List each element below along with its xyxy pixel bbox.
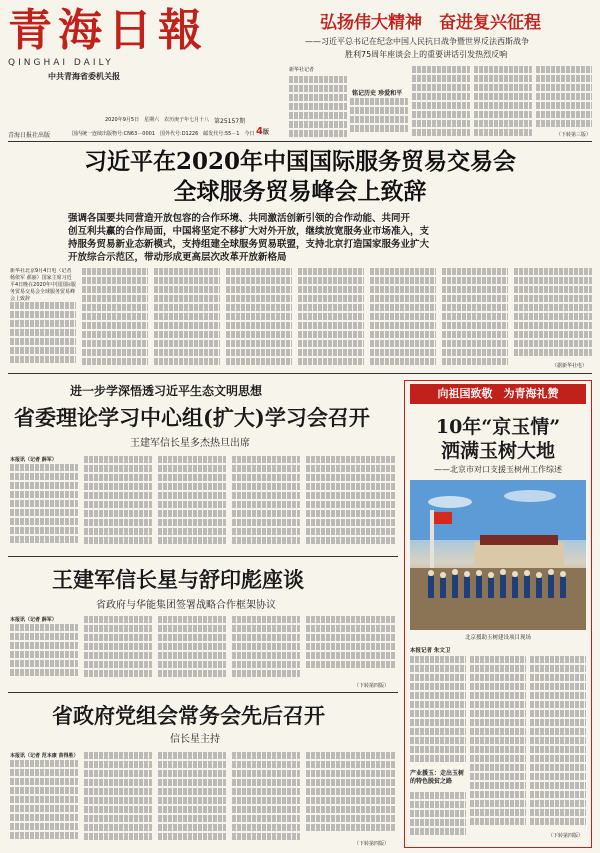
top-feature-body-5 <box>536 66 592 128</box>
feature-title-2: 洒满玉树大地 <box>440 440 555 462</box>
story2-col-2 <box>84 456 152 552</box>
top-feature-source: 新华社记者 <box>289 67 315 73</box>
story3-jump: （下转第四版） <box>354 683 390 689</box>
feature-bottom-title: 产业援玉：走出玉树的特色脱贫之路 <box>410 770 465 785</box>
story2-col-4 <box>232 456 300 552</box>
story2-col-1 <box>10 464 78 552</box>
masthead <box>8 6 218 126</box>
lead-headline-1: 习近平在2020年中国国际服务贸易交易会 <box>83 148 516 175</box>
story3-byline: 本报讯（记者 薛军） <box>10 617 57 623</box>
feature-banner <box>410 384 586 404</box>
lead-headline-2: 全球服务贸易峰会上致辞 <box>173 178 427 205</box>
lead-deck-line-2: 创互利共赢的合作局面，中国将坚定不移扩大对外开放，继续放宽服务业市场准入，支 <box>68 226 430 237</box>
story4-byline: 本报讯（记者 范本康 苗得胜） <box>10 753 79 759</box>
top-feature-body-3 <box>412 66 470 138</box>
story2-col-3 <box>158 456 226 552</box>
lead-dateline: 新华社北京9月4日电（记者 杨依军 郝丽）国家主席习近平4日晚在2020年中国国际服务贸易交易会全球服务贸易峰会上致辞 <box>10 268 76 302</box>
feature-subtitle: ——北京市对口支援玉树州工作综述 <box>434 465 562 474</box>
page-count-unit: 版 <box>262 129 269 136</box>
organ-label: 中共青海省委机关报 <box>48 72 120 81</box>
feature-banner-text: 向祖国致敬 为青海礼赞 <box>437 387 559 400</box>
feature-col-1 <box>410 656 466 766</box>
story4-col-1 <box>10 760 78 846</box>
story3-subtitle: 省政府与华能集团签署战略合作框架协议 <box>96 600 276 611</box>
story4-jump: （下转第四版） <box>354 841 390 847</box>
feature-title-1: 10年“京玉情” <box>435 416 561 438</box>
top-feature-byline: 铭记历史 珍爱和平 <box>352 90 403 97</box>
story2-kicker: 进一步学深悟透习近平生态文明思想 <box>70 384 263 398</box>
lead-body-col-7 <box>442 268 508 370</box>
top-feature-jump: （下转第三版） <box>556 132 592 138</box>
lead-body-col-4 <box>226 268 292 370</box>
lead-deck <box>68 212 568 264</box>
registration-line: 国内统一连续出版物号:CN63－0001 国外代号:D1226 邮发代号:55－1 今日 <box>72 131 255 137</box>
lead-body-col-2 <box>82 268 148 370</box>
lead-bottom-rule <box>8 373 592 374</box>
story3-headline: 王建军信长星与舒印彪座谈 <box>52 567 304 592</box>
lead-body-col-6 <box>370 268 436 370</box>
story4-subtitle: 信长星主持 <box>170 734 220 745</box>
feature-col-3 <box>530 656 586 826</box>
page-count <box>256 126 269 137</box>
feature-photo <box>410 480 586 630</box>
lead-body-col-8 <box>514 268 592 362</box>
story2-byline: 本报讯（记者 薛军） <box>10 457 57 463</box>
lead-deck-line-3: 持服务贸易新业态新模式，支持组建全球服务贸易联盟，支持北京打造国家服务业扩大 <box>68 239 430 250</box>
feature-photo-caption: 北京援助玉树建设项目现场 <box>464 635 531 641</box>
story4-headline: 省政府党组会常务会先后召开 <box>52 703 325 728</box>
lead-body-col-5 <box>298 268 364 370</box>
story4-col-4 <box>232 752 300 846</box>
story4-col-3 <box>158 752 226 846</box>
feature-photo-scene <box>410 480 586 630</box>
story3-col-2 <box>84 616 152 688</box>
date-line: 2020年9月5日 星期六 农历庚子年七月十八 <box>105 117 210 123</box>
story4-col-5 <box>306 752 396 838</box>
story3-col-1 <box>10 624 78 688</box>
top-feature-subtitle-1: ——习近平总书记在纪念中国人民抗日战争暨世界反法西斯战争 <box>305 37 529 46</box>
feature-col-1b <box>410 792 466 836</box>
feature-col-2 <box>470 656 526 826</box>
newspaper-logo: 青海日報 <box>8 5 208 56</box>
story3-col-4 <box>232 616 300 688</box>
issue-number: 第25157期 <box>214 118 246 125</box>
lead-deck-line-1: 强调各国要共同营造开放包容的合作环境、共同激活创新引领的合作动能、共同开 <box>68 213 411 224</box>
lead-body-col-1 <box>10 302 76 370</box>
feature-byline: 本报记者 朱文卫 <box>410 648 451 654</box>
lead-body-col-3 <box>154 268 220 370</box>
lead-jump: （据新华社电） <box>552 363 588 369</box>
story2-headline: 省委理论学习中心组(扩大)学习会召开 <box>14 405 370 430</box>
top-feature-subtitle-2: 胜利75周年座谈会上的重要讲话引发热烈反响 <box>345 50 508 59</box>
english-name: QINGHAI DAILY <box>8 58 114 68</box>
story2-subtitle: 王建军信长星多杰热旦出席 <box>130 438 250 449</box>
top-feature-title: 弘扬伟大精神 奋进复兴征程 <box>320 13 541 33</box>
top-feature-body-4 <box>474 66 532 138</box>
story3-col-5 <box>306 616 396 680</box>
story3-col-3 <box>158 616 226 688</box>
story4-col-2 <box>84 752 152 846</box>
publisher-label: 青海日报社出版 <box>8 132 51 139</box>
story3-bottom-rule <box>8 692 398 693</box>
story2-col-5 <box>306 456 396 552</box>
top-feature-body-1 <box>289 76 347 138</box>
masthead-rule <box>8 141 592 142</box>
top-feature-body-2 <box>350 98 408 138</box>
feature-jump: （下转第四版） <box>548 833 584 839</box>
lead-deck-line-4: 开放综合示范区，带动形成更高层次改革开放新格局 <box>68 252 287 263</box>
page-count-number: 4 <box>256 126 263 137</box>
story2-bottom-rule <box>8 556 398 557</box>
